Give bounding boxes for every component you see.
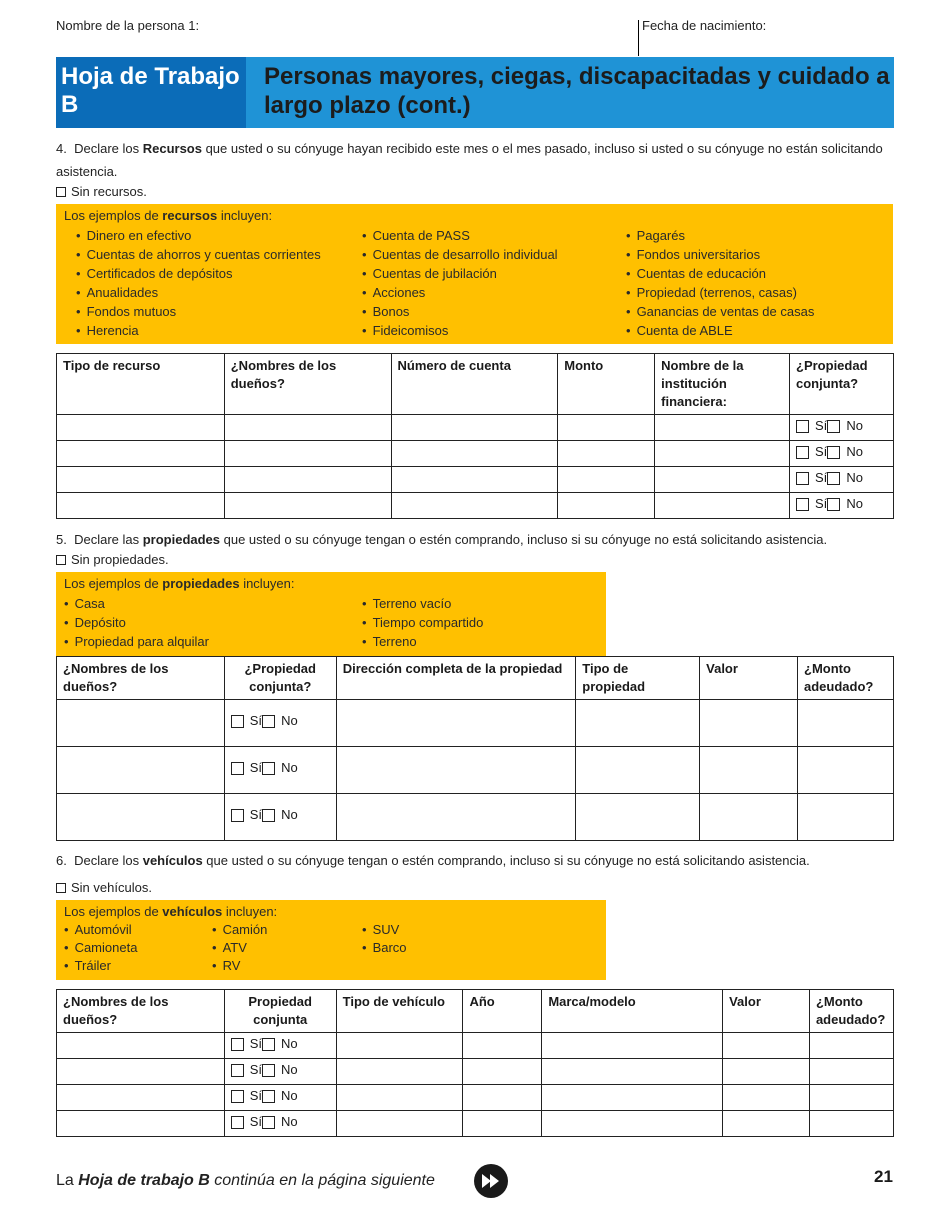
section-title: Personas mayores, ciegas, discapacitadas y cuidado a largo plazo (cont.): [246, 57, 894, 128]
yes-option[interactable]: Sí: [231, 1088, 262, 1103]
example-item: • Certificados de depósitos: [76, 264, 321, 283]
input-cell[interactable]: [336, 1111, 463, 1137]
col-header: Tipo de propiedad: [576, 657, 700, 700]
example-item: • Propiedad (terrenos, casas): [626, 283, 814, 302]
example-item: • Cuentas de jubilación: [362, 264, 558, 283]
vehicles-examples-box: [56, 900, 606, 980]
no-option[interactable]: No: [262, 807, 298, 822]
question-4: 4. Declare los Recursos que usted o su cónyuge hayan recibido este mes o el mes pasado, incluso si usted o su cónyuge no están solicitando asistencia.: [56, 141, 883, 179]
input-cell[interactable]: [576, 794, 700, 841]
input-cell[interactable]: [558, 441, 655, 467]
col-header: Propiedad conjunta: [224, 990, 336, 1033]
col-header: ¿Propiedad conjunta?: [790, 354, 894, 415]
input-cell[interactable]: [336, 794, 576, 841]
examples-title: Los ejemplos de recursos incluyen:: [64, 208, 273, 223]
input-cell[interactable]: [558, 415, 655, 441]
col-header: ¿Nombres de los dueños?: [224, 354, 391, 415]
checkbox[interactable]: [796, 472, 809, 485]
table-row: [57, 700, 894, 747]
input-cell[interactable]: [57, 1033, 225, 1059]
yes-option[interactable]: Sí: [796, 444, 827, 459]
joint-ownership-cell: [790, 415, 894, 441]
input-cell[interactable]: [700, 700, 798, 747]
input-cell[interactable]: [57, 1085, 225, 1111]
input-cell[interactable]: [576, 747, 700, 794]
col-header: Año: [463, 990, 542, 1033]
example-item: • Terreno: [362, 632, 483, 651]
table-row: [57, 1033, 894, 1059]
input-cell[interactable]: [700, 747, 798, 794]
example-item: • SUV: [362, 921, 407, 939]
input-cell[interactable]: [809, 1059, 893, 1085]
table-row: [57, 493, 894, 519]
input-cell[interactable]: [224, 415, 391, 441]
yes-option[interactable]: Sí: [231, 713, 262, 728]
joint-ownership-cell: [224, 1059, 336, 1085]
input-cell[interactable]: [558, 467, 655, 493]
resources-examples-box: [56, 204, 893, 344]
example-item: • Cuentas de ahorros y cuentas corrientes: [76, 245, 321, 264]
checkbox[interactable]: [262, 1038, 275, 1051]
examples-list: [626, 226, 814, 340]
examples-list: [362, 921, 407, 957]
input-cell[interactable]: [655, 441, 790, 467]
input-cell[interactable]: [542, 1059, 723, 1085]
col-header: ¿Nombres de los dueños?: [57, 657, 225, 700]
col-header: Valor: [700, 657, 798, 700]
example-item: • Camioneta: [64, 939, 137, 957]
table-row: [57, 467, 894, 493]
yes-option[interactable]: Sí: [231, 1062, 262, 1077]
example-item: • Fondos universitarios: [626, 245, 814, 264]
input-cell[interactable]: [463, 1111, 542, 1137]
input-cell[interactable]: [57, 700, 225, 747]
example-item: • Bonos: [362, 302, 558, 321]
footer-note: La Hoja de trabajo B continúa en la página siguiente: [56, 1172, 435, 1189]
worksheet-title: Hoja de Trabajo B: [56, 57, 246, 128]
yes-option[interactable]: Sí: [796, 418, 827, 433]
example-item: • Fideicomisos: [362, 321, 558, 340]
checkbox[interactable]: [231, 1116, 244, 1129]
example-item: • Tiempo compartido: [362, 613, 483, 632]
input-cell[interactable]: [336, 1059, 463, 1085]
col-header: ¿Nombres de los dueños?: [57, 990, 225, 1033]
col-header: ¿Propiedad conjunta?: [224, 657, 336, 700]
input-cell[interactable]: [391, 467, 558, 493]
input-cell[interactable]: [224, 493, 391, 519]
example-item: • Pagarés: [626, 226, 814, 245]
col-header: Tipo de vehículo: [336, 990, 463, 1033]
example-item: • Cuentas de educación: [626, 264, 814, 283]
input-cell[interactable]: [542, 1111, 723, 1137]
input-cell[interactable]: [723, 1085, 810, 1111]
checkbox[interactable]: [827, 472, 840, 485]
example-item: • Casa: [64, 594, 209, 613]
examples-title: Los ejemplos de propiedades incluyen:: [64, 576, 295, 591]
checkbox[interactable]: [796, 498, 809, 511]
checkbox[interactable]: [827, 420, 840, 433]
divider: [638, 20, 639, 56]
no-option[interactable]: No: [262, 1088, 298, 1103]
example-item: • Barco: [362, 939, 407, 957]
checkbox[interactable]: [56, 555, 66, 565]
col-header: Tipo de recurso: [57, 354, 225, 415]
checkbox[interactable]: [231, 1038, 244, 1051]
joint-ownership-cell: [224, 700, 336, 747]
input-cell[interactable]: [542, 1033, 723, 1059]
no-option[interactable]: No: [827, 444, 863, 459]
example-item: • Propiedad para alquilar: [64, 632, 209, 651]
input-cell[interactable]: [798, 700, 894, 747]
example-item: • Herencia: [76, 321, 321, 340]
input-cell[interactable]: [723, 1111, 810, 1137]
input-cell[interactable]: [57, 467, 225, 493]
example-item: • Anualidades: [76, 283, 321, 302]
examples-list: [362, 226, 558, 340]
no-option[interactable]: No: [262, 1062, 298, 1077]
input-cell[interactable]: [336, 1085, 463, 1111]
checkbox[interactable]: [231, 762, 244, 775]
input-cell[interactable]: [57, 1059, 225, 1085]
input-cell[interactable]: [798, 794, 894, 841]
table-row: [57, 1085, 894, 1111]
no-option[interactable]: No: [827, 418, 863, 433]
input-cell[interactable]: [224, 441, 391, 467]
examples-title: Los ejemplos de vehículos incluyen:: [64, 904, 278, 919]
input-cell[interactable]: [700, 794, 798, 841]
yes-option[interactable]: Sí: [231, 760, 262, 775]
examples-list: [64, 594, 209, 651]
joint-ownership-cell: [790, 467, 894, 493]
person-name-label: Nombre de la persona 1:: [56, 18, 200, 33]
example-item: • Terreno vacío: [362, 594, 483, 613]
input-cell[interactable]: [558, 493, 655, 519]
example-item: • Dinero en efectivo: [76, 226, 321, 245]
joint-ownership-cell: [790, 441, 894, 467]
input-cell[interactable]: [809, 1111, 893, 1137]
checkbox[interactable]: [56, 883, 66, 893]
checkbox[interactable]: [262, 1116, 275, 1129]
example-item: • ATV: [212, 939, 267, 957]
no-option[interactable]: No: [827, 470, 863, 485]
checkbox[interactable]: [796, 420, 809, 433]
input-cell[interactable]: [463, 1059, 542, 1085]
input-cell[interactable]: [655, 415, 790, 441]
input-cell[interactable]: [224, 467, 391, 493]
input-cell[interactable]: [57, 441, 225, 467]
example-item: • Cuentas de desarrollo individual: [362, 245, 558, 264]
yes-option[interactable]: Sí: [231, 1036, 262, 1051]
checkbox[interactable]: [231, 715, 244, 728]
vehicles-table: [56, 989, 894, 1137]
input-cell[interactable]: [723, 1059, 810, 1085]
joint-ownership-cell: [224, 794, 336, 841]
example-item: • Tráiler: [64, 957, 137, 975]
examples-list: [362, 594, 483, 651]
joint-ownership-cell: [224, 747, 336, 794]
example-item: • Depósito: [64, 613, 209, 632]
input-cell[interactable]: [391, 415, 558, 441]
fast-forward-icon: [474, 1164, 508, 1198]
input-cell[interactable]: [576, 700, 700, 747]
input-cell[interactable]: [336, 747, 576, 794]
checkbox[interactable]: [262, 1064, 275, 1077]
input-cell[interactable]: [655, 493, 790, 519]
input-cell[interactable]: [391, 493, 558, 519]
table-row: [57, 794, 894, 841]
input-cell[interactable]: [57, 415, 225, 441]
example-item: • Camión: [212, 921, 267, 939]
yes-option[interactable]: Sí: [796, 470, 827, 485]
checkbox[interactable]: [796, 446, 809, 459]
example-item: • Cuenta de ABLE: [626, 321, 814, 340]
col-header: Nombre de la institución financiera:: [655, 354, 790, 415]
question-5: 5. Declare las propiedades que usted o su cónyuge tengan o estén comprando, incluso si su cónyuge no está solicitando asistencia.: [56, 532, 828, 547]
checkbox[interactable]: [827, 446, 840, 459]
example-item: • RV: [212, 957, 267, 975]
checkbox[interactable]: [262, 715, 275, 728]
col-header: Número de cuenta: [391, 354, 558, 415]
col-header: ¿Monto adeudado?: [809, 990, 893, 1033]
checkbox[interactable]: [231, 809, 244, 822]
input-cell[interactable]: [391, 441, 558, 467]
col-header: Monto: [558, 354, 655, 415]
joint-ownership-cell: [224, 1033, 336, 1059]
table-row: [57, 747, 894, 794]
col-header: Dirección completa de la propiedad: [336, 657, 576, 700]
input-cell[interactable]: [463, 1085, 542, 1111]
checkbox[interactable]: [827, 498, 840, 511]
table-row: [57, 1059, 894, 1085]
example-item: • Acciones: [362, 283, 558, 302]
col-header: Marca/modelo: [542, 990, 723, 1033]
example-item: • Automóvil: [64, 921, 137, 939]
no-vehicles-option[interactable]: Sin vehículos.: [56, 880, 152, 895]
example-item: • Cuenta de PASS: [362, 226, 558, 245]
yes-option[interactable]: Sí: [231, 1114, 262, 1129]
input-cell[interactable]: [57, 1111, 225, 1137]
checkbox[interactable]: [262, 809, 275, 822]
input-cell[interactable]: [798, 747, 894, 794]
joint-ownership-cell: [224, 1111, 336, 1137]
example-item: • Fondos mutuos: [76, 302, 321, 321]
no-option[interactable]: No: [262, 713, 298, 728]
properties-table: [56, 656, 894, 841]
no-option[interactable]: No: [827, 496, 863, 511]
joint-ownership-cell: [224, 1085, 336, 1111]
examples-list: [76, 226, 321, 340]
page-number: 21: [874, 1167, 893, 1186]
input-cell[interactable]: [336, 1033, 463, 1059]
joint-ownership-cell: [790, 493, 894, 519]
no-option[interactable]: No: [262, 1114, 298, 1129]
yes-option[interactable]: Sí: [231, 807, 262, 822]
input-cell[interactable]: [57, 747, 225, 794]
properties-examples-box: [56, 572, 606, 656]
yes-option[interactable]: Sí: [796, 496, 827, 511]
input-cell[interactable]: [809, 1033, 893, 1059]
input-cell[interactable]: [463, 1033, 542, 1059]
table-row: [57, 415, 894, 441]
input-cell[interactable]: [723, 1033, 810, 1059]
checkbox[interactable]: [262, 1090, 275, 1103]
no-option[interactable]: No: [262, 760, 298, 775]
checkbox[interactable]: [262, 762, 275, 775]
input-cell[interactable]: [809, 1085, 893, 1111]
table-row: [57, 1111, 894, 1137]
question-6: 6. Declare los vehículos que usted o su cónyuge tengan o estén comprando, incluso si su cónyuge no está solicitando asistencia.: [56, 853, 810, 868]
col-header: ¿Monto adeudado?: [798, 657, 894, 700]
no-resources-option[interactable]: Sin recursos.: [56, 184, 147, 199]
checkbox[interactable]: [231, 1090, 244, 1103]
checkbox[interactable]: [56, 187, 66, 197]
input-cell[interactable]: [57, 794, 225, 841]
col-header: Valor: [723, 990, 810, 1033]
examples-list: [212, 921, 267, 975]
input-cell[interactable]: [57, 493, 225, 519]
input-cell[interactable]: [542, 1085, 723, 1111]
birth-date-label: Fecha de nacimiento:: [642, 18, 767, 33]
checkbox[interactable]: [231, 1064, 244, 1077]
no-properties-option[interactable]: Sin propiedades.: [56, 552, 169, 567]
resources-table: [56, 353, 894, 519]
input-cell[interactable]: [336, 700, 576, 747]
examples-list: [64, 921, 137, 975]
no-option[interactable]: No: [262, 1036, 298, 1051]
example-item: • Ganancias de ventas de casas: [626, 302, 814, 321]
input-cell[interactable]: [655, 467, 790, 493]
table-row: [57, 441, 894, 467]
